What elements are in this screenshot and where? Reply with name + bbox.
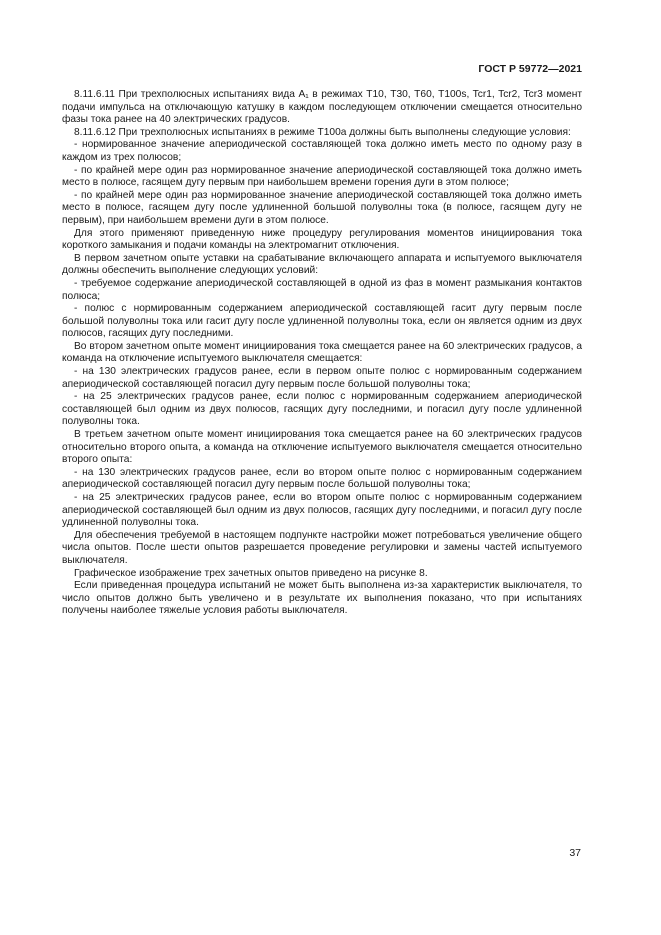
- list-item: - на 130 электрических градусов ранее, если в первом опыте полюс с нормированным содержанием апериодической составляющей погасил дугу первым после большой полуволны тока;: [62, 366, 582, 390]
- list-item: - требуемое содержание апериодической составляющей в одной из фаз в момент размыкания контактов полюса;: [62, 277, 582, 302]
- paragraph: 8.11.6.12 При трехполюсных испытаниях в режиме Т100а должны быть выполнены следующие условия:: [74, 126, 571, 138]
- document-code: ГОСТ Р 59772—2021: [478, 63, 582, 75]
- list-item: - полюс с нормированным содержанием апериодической составляющей гасит дугу первым после большой полуволны тока или гасит дугу после удлиненной полуволны тока, если он является одним из двух полюсов, гасящих дугу последними.: [62, 303, 582, 340]
- paragraph: Во втором зачетном опыте момент инициирования тока смещается ранее на 60 электрических градусов, а команда на отключение испытуемого выключателя смещается:: [62, 340, 582, 365]
- page-number: 37: [569, 847, 581, 859]
- paragraph: Для этого применяют приведенную ниже процедуру регулирования моментов инициирования тока короткого замыкания и подачи команды на электромагнит отключения.: [62, 227, 582, 252]
- list-item: - на 25 электрических градусов ранее, если полюс с нормированным содержанием апериодической составляющей был одним из двух полюсов, гасящих дугу последними, и погасил дугу после удлиненной полуволны тока.: [62, 391, 582, 428]
- list-item: - нормированное значение апериодической составляющей тока должно иметь место по одному разу в каждом из трех полюсов;: [62, 139, 582, 163]
- paragraph: Для обеспечения требуемой в настоящем подпункте настройки может потребоваться увеличение общего числа опытов. После шести опытов разрешается проведение регулировки и замены частей испытуемого выключателя.: [62, 529, 582, 566]
- paragraph: 8.11.6.11 При трехполюсных испытаниях вида A₁ в режимах Т10, Т30, Т60, Т100s, Tcr1, Tcr2, Tcr3 момент подачи импульса на отключающую катушку в каждом последующем отключении смещается относительно фазы тока ранее на 40 электрических градусов.: [62, 89, 582, 126]
- paragraph: Если приведенная процедура испытаний не может быть выполнена из-за характеристик выключателя, то число опытов должно быть увеличено и в результате их выполнения показано, что при испытаниях получены наиболее тяжелые условия работы выключателя.: [62, 580, 582, 617]
- list-item: - на 25 электрических градусов ранее, если во втором опыте полюс с нормированным содержанием апериодической составляющей был одним из двух полюсов, гасящих дугу последними, и погасил дугу после удлиненной полуволны тока.: [62, 492, 582, 529]
- list-item: - по крайней мере один раз нормированное значение апериодической составляющей тока должно иметь место в полюсе, гасящем дугу первым при наибольшем времени горения дуги в этом полюсе;: [62, 164, 582, 189]
- document-body: [62, 89, 582, 618]
- paragraph: Графическое изображение трех зачетных опытов приведено на рисунке 8.: [74, 567, 428, 579]
- paragraph: В третьем зачетном опыте момент инициирования тока смещается ранее на 60 электрических градусов относительно второго опыта, а команда на отключение испытуемого выключателя смещается относительно второго опыта:: [62, 429, 582, 466]
- list-item: - по крайней мере один раз нормированное значение апериодической составляющей тока должно иметь место в полюсе, гасящем дугу после удлиненной большой полуволны тока (в полюсе, гасящем дугу не первым), при наибольшем времени дуги в этом полюсе.: [62, 189, 582, 226]
- list-item: - на 130 электрических градусов ранее, если во втором опыте полюс с нормированным содержанием апериодической составляющей погасил дугу первым после большой полуволны тока;: [62, 466, 582, 491]
- paragraph: В первом зачетном опыте уставки на срабатывание включающего аппарата и испытуемого выключателя должны обеспечить выполнение следующих условий:: [62, 252, 582, 277]
